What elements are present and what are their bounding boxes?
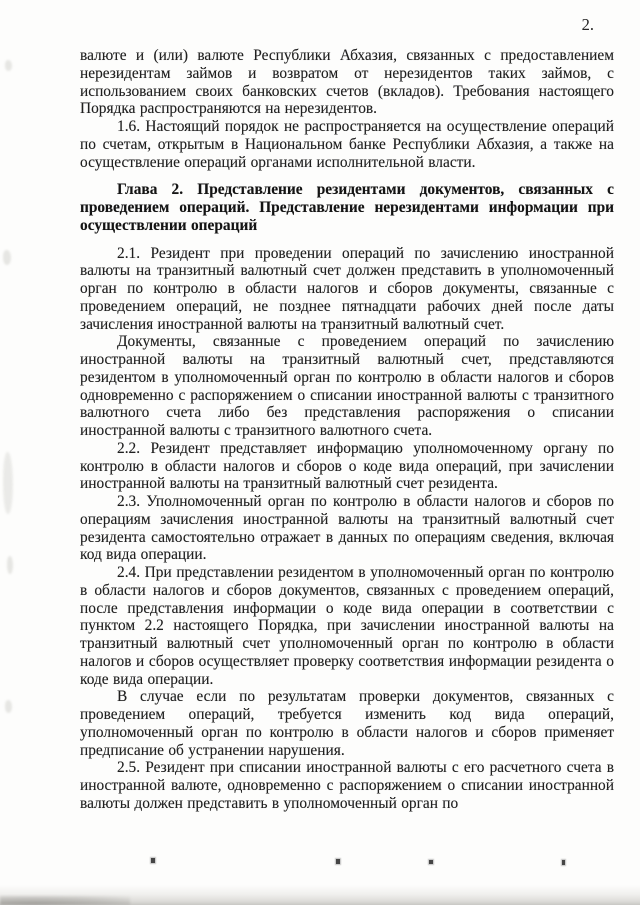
scan-shadow-corner <box>0 896 130 905</box>
paragraph-intro-continuation: валюте и (или) валюте Республики Абхазия, связанных с предоставлением нерезидентам займов и возвратом от нерезидентов таких займов, с использованием своих банковских счетов (вкладов). Требования настоящего Порядка распространяются на нерезидентов. <box>80 47 614 118</box>
paragraph-2-3: 2.3. Уполномоченный орган по контролю в области налогов и сборов по операциям зачисления иностранной валюты на транзитный валютный счет резидента самостоятельно отражает в данных по операциям сведения, включая код вида операции. <box>80 493 614 564</box>
scan-speckle <box>3 452 13 514</box>
scan-speckle <box>7 556 13 574</box>
paragraph-1-6: 1.6. Настоящий порядок не распространяется на осуществление операций по счетам, открытым в Национальном банке Республики Абхазия, а также на осуществление операций органами исполнительной власти. <box>80 118 614 171</box>
scan-artifact-dot <box>429 860 433 864</box>
scan-artifact-dot <box>151 858 155 863</box>
scan-speckle <box>5 700 12 713</box>
document-body <box>80 47 614 813</box>
scan-artifact-dot <box>562 860 565 865</box>
chapter-2-heading: Глава 2. Представление резидентами документов, связанных с проведением операций. Представление нерезидентами информации при осуществлении операций <box>80 181 614 234</box>
paragraph-2-2: 2.2. Резидент представляет информацию уполномоченному органу по контролю в области налогов и сборов о коде вида операций, при зачислении иностранной валюты на транзитный валютный счет резидента. <box>80 439 614 493</box>
scan-speckle <box>5 60 12 71</box>
scan-speckle <box>3 250 11 265</box>
page-number: 2. <box>581 15 594 34</box>
paragraph-documents: Документы, связанные с проведением операций по зачислению иностранной валюты на транзитный валютный счет, представляются резидентом в уполномоченный орган по контролю в области налогов и сборов одновременно с распоряжением о списании иностранной валюты с транзитного валютного счета либо без представления распоряжения о списании иностранной валюты с транзитного валютного счета. <box>80 333 614 439</box>
paragraph-2-4: 2.4. При представлении резидентом в уполномоченный орган по контролю в области налогов и сборов документов, связанных с проведением операций, после представления информации о коде вида операции в соответствии с пунктом 2.2 настоящего Порядка, при зачислении иностранной валюты на транзитный валютный счет уполномоченный орган по контролю в области налогов и сборов осуществляет проверку соответствия информации резидента о коде вида операции. <box>80 564 614 688</box>
scan-shadow-band <box>0 885 640 905</box>
scan-artifact-dot <box>336 859 340 864</box>
paragraph-2-5: 2.5. Резидент при списании иностранной валюты с его расчетного счета в иностранной валюте, одновременно с распоряжением о списании иностранной валюты должен представить в уполномоченный орган по <box>80 759 614 812</box>
paragraph-check-result: В случае если по результатам проверки документов, связанных с проведением операций, требуется изменить код вида операций, уполномоченный орган по контролю в области налогов и сборов применяет предписание об устранении нарушения. <box>80 688 614 759</box>
paragraph-2-1: 2.1. Резидент при проведении операций по зачислению иностранной валюты на транзитный валютный счет должен представить в уполномоченный орган по контролю в области налогов и сборов документы, связанные с проведением операций, не позднее пятнадцати рабочих дней после даты зачисления иностранной валюты на транзитный валютный счет. <box>80 244 614 333</box>
